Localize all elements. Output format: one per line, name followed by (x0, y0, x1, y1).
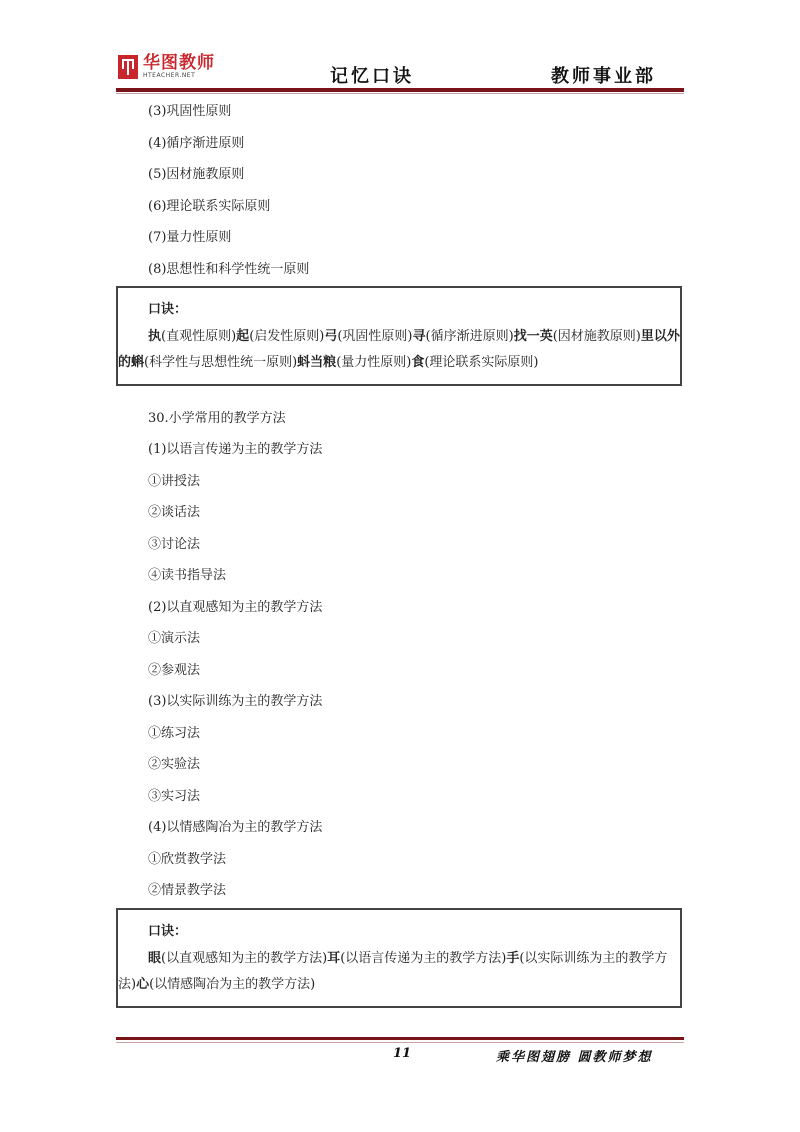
method-item: ②谈话法 (148, 505, 201, 520)
method-item: ①讲授法 (148, 474, 201, 489)
mnemonic-box-principles (116, 286, 682, 386)
mnemonic-key: 眼 (148, 951, 162, 966)
brand-logo (118, 54, 215, 80)
mnemonic-note: (巩固性原则) (337, 329, 413, 344)
mnemonic-key: 起 (236, 329, 250, 344)
mnemonic-box-methods (116, 908, 682, 1008)
method-category: (3)以实际训练为主的教学方法 (148, 694, 323, 709)
mnemonic-note: (因材施教原则) (552, 329, 641, 344)
method-item: ②情景教学法 (148, 883, 227, 898)
mnemonic-key: 寻 (412, 329, 426, 344)
mnemonic-key: 执 (148, 329, 162, 344)
footer-divider (116, 1037, 684, 1040)
method-item: ②参观法 (148, 663, 201, 678)
mnemonic-note: (循序渐进原则) (425, 329, 514, 344)
principle-item: (3)巩固性原则 (148, 104, 232, 119)
header-title: 记忆口诀 (330, 66, 414, 87)
mnemonic-text (118, 324, 680, 376)
method-category: (2)以直观感知为主的教学方法 (148, 600, 323, 615)
mnemonic-key: 蚪当粮 (297, 355, 337, 370)
method-item: ①练习法 (148, 726, 201, 741)
principle-item: (5)因材施教原则 (148, 167, 245, 182)
mnemonic-note: (科学性与思想性统一原则) (144, 355, 298, 370)
header-divider-thin (116, 93, 684, 94)
mnemonic-note: (直观性原则) (161, 329, 237, 344)
section-heading: 30.小学常用的教学方法 (148, 411, 286, 426)
method-item: ③实习法 (148, 789, 201, 804)
principle-item: (6)理论联系实际原则 (148, 199, 271, 214)
logo-url: HTEACHER.NET (143, 72, 196, 79)
footer-divider-thin (116, 1042, 684, 1043)
method-item: ①演示法 (148, 631, 201, 646)
mnemonic-title: 口诀： (148, 924, 188, 939)
method-item: ②实验法 (148, 757, 201, 772)
mnemonic-key: 里以外的蝌 (118, 329, 680, 370)
mnemonic-title: 口诀： (148, 302, 188, 317)
principle-item: (8)思想性和科学性统一原则 (148, 262, 310, 277)
logo-icon (118, 55, 138, 79)
principle-item: (7)量力性原则 (148, 230, 232, 245)
method-item: ④读书指导法 (148, 568, 227, 583)
mnemonic-note: (启发性原则) (249, 329, 325, 344)
mnemonic-note: (以情感陶冶为主的教学方法) (149, 977, 316, 992)
method-category: (1)以语言传递为主的教学方法 (148, 442, 323, 457)
mnemonic-key: 手 (506, 951, 520, 966)
mnemonic-text (118, 946, 680, 998)
method-item: ①欣赏教学法 (148, 852, 227, 867)
page-number: 11 (393, 1046, 412, 1061)
mnemonic-note: (理论联系实际原则) (424, 355, 539, 370)
header-divider (116, 88, 684, 92)
mnemonic-key: 食 (411, 355, 425, 370)
header-department: 教师事业部 (551, 66, 656, 87)
mnemonic-key: 耳 (327, 951, 341, 966)
mnemonic-key: 弓 (324, 329, 338, 344)
mnemonic-key: 心 (136, 977, 150, 992)
principle-item: (4)循序渐进原则 (148, 136, 245, 151)
mnemonic-key: 找一英 (513, 329, 553, 344)
page-header (116, 50, 684, 94)
method-item: ③讨论法 (148, 537, 201, 552)
footer-slogan: 乘华图翅膀 圆教师梦想 (496, 1050, 653, 1065)
mnemonic-note: (以语言传递为主的教学方法) (340, 951, 507, 966)
logo-name: 华图教师 (143, 53, 215, 73)
mnemonic-note: (以实际训练为主的教学方法) (118, 951, 668, 992)
mnemonic-note: (以直观感知为主的教学方法) (161, 951, 328, 966)
mnemonic-note: (量力性原则) (336, 355, 412, 370)
method-category: (4)以情感陶冶为主的教学方法 (148, 820, 323, 835)
